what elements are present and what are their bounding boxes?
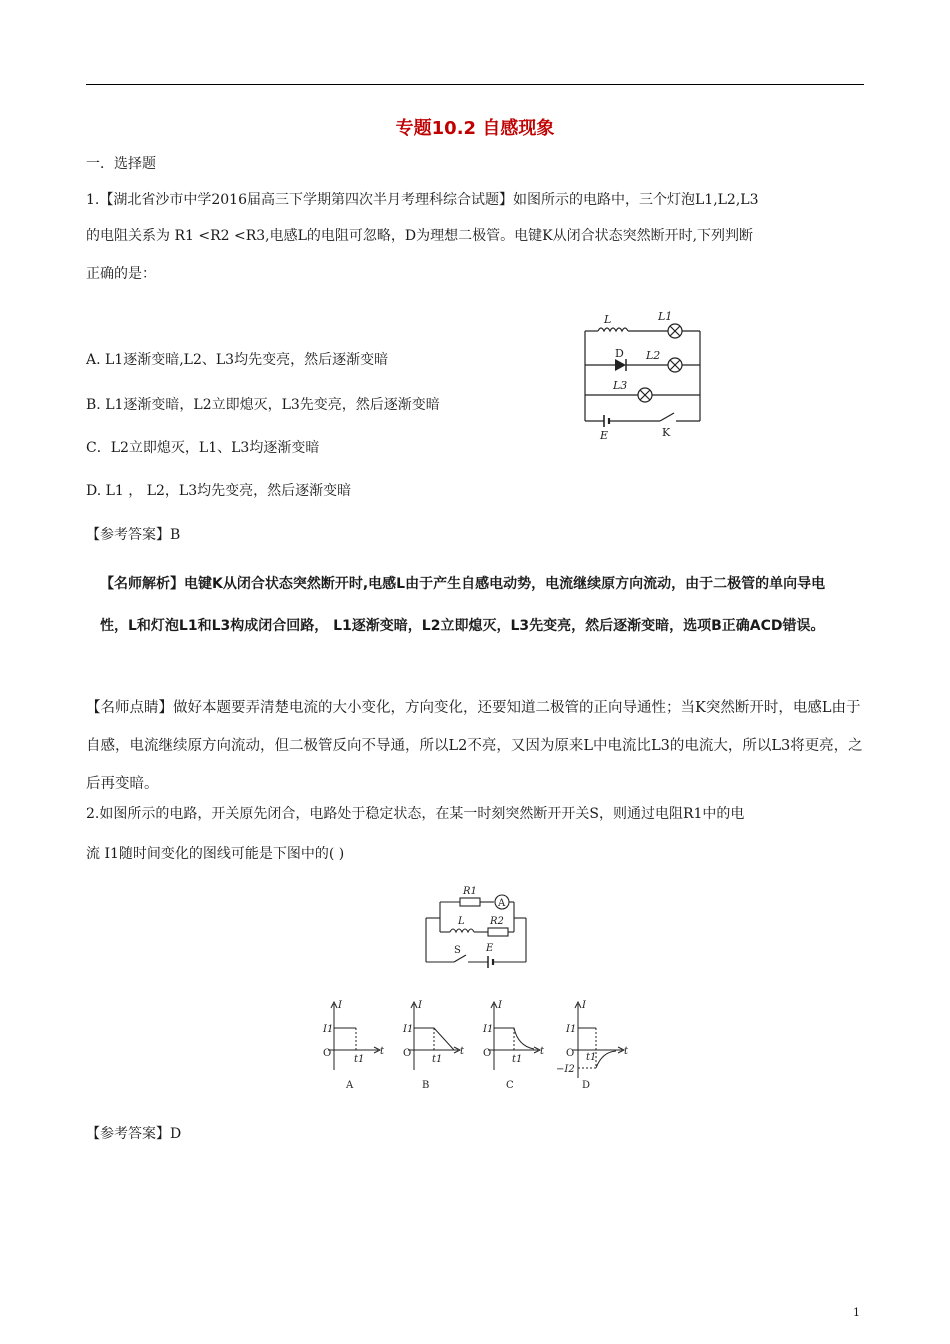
q1-analysis: 【名师解析】电键K从闭合状态突然断开时,电感L由于产生自感电动势，电流继续原方向流动，由于二极管的单向导电性，L和灯泡L1和L3构成闭合回路， L1逐渐变暗，L2立即熄灭，L3先变亮，然后逐渐变暗，选项B正确ACD错误。 <box>100 576 826 634</box>
q2-stem-line: 2.如图所示的电路，开关原先闭合，电路处于稳定状态，在某一时刻突然断开开关S，则通过电阻R1中的电 <box>86 806 745 822</box>
svg-text:I1: I1 <box>403 1024 414 1035</box>
resistor-r2 <box>488 928 508 936</box>
svg-text:O: O <box>403 1048 412 1059</box>
svg-text:t: t <box>460 1046 465 1057</box>
svg-text:L2: L2 <box>646 349 661 362</box>
svg-text:K: K <box>662 426 671 439</box>
svg-text:I: I <box>498 1000 502 1011</box>
inductor-symbol <box>598 328 628 331</box>
inductor-symbol <box>450 929 474 932</box>
page-number: 1 <box>853 1306 860 1319</box>
q1-answer: 【参考答案】B <box>86 527 181 543</box>
q1-circuit-diagram <box>570 305 720 445</box>
diode-symbol <box>615 359 626 371</box>
svg-text:R1: R1 <box>463 886 477 897</box>
svg-text:E: E <box>600 429 609 442</box>
section-heading: 一．选择题 <box>86 156 156 172</box>
q1-tip: 【名师点睛】做好本题要弄清楚电流的大小变化，方向变化，还要知道二极管的正向导通性；当K突然断开时，电感L由于自感，电流继续原方向流动，但二极管反向不导通，所以L2不亮，又因为原来L中电流比L3的电流大，所以L3将更亮，之后再变暗。 <box>86 700 863 792</box>
svg-text:L: L <box>458 916 465 927</box>
svg-text:−I2: −I2 <box>556 1064 575 1075</box>
svg-text:t: t <box>540 1046 545 1057</box>
q1-stem-line: 1.【湖北省沙市中学2016届高三下学期第四次半月考理科综合试题】如图所示的电路中，三个灯泡L1,L2,L3 <box>86 192 759 208</box>
svg-text:I: I <box>582 1000 586 1011</box>
svg-text:t1: t1 <box>586 1052 597 1063</box>
svg-text:O: O <box>483 1048 492 1059</box>
header-rule <box>86 84 864 85</box>
svg-text:t1: t1 <box>354 1054 365 1065</box>
svg-text:E: E <box>486 943 494 954</box>
q2-answer: 【参考答案】D <box>86 1126 182 1142</box>
svg-text:C: C <box>506 1080 514 1091</box>
svg-text:I: I <box>418 1000 422 1011</box>
q2-graph-c <box>478 998 550 1094</box>
resistor-r1 <box>460 898 480 906</box>
q2-graph-d <box>556 998 636 1094</box>
q2-circuit-diagram <box>418 882 534 968</box>
svg-text:t: t <box>624 1046 629 1057</box>
svg-text:O: O <box>566 1048 575 1059</box>
q1-option-c: C．L2立即熄灭，L1、L3均逐渐变暗 <box>86 440 320 456</box>
svg-text:S: S <box>454 945 461 956</box>
svg-text:R2: R2 <box>490 916 504 927</box>
svg-text:t1: t1 <box>432 1054 443 1065</box>
svg-text:A: A <box>346 1080 354 1091</box>
q1-option-a: A. L1逐渐变暗,L2、L3均先变亮，然后逐渐变暗 <box>86 352 389 368</box>
svg-text:D: D <box>582 1080 591 1091</box>
q2-graph-a <box>318 998 390 1094</box>
q1-option-d: D. L1 ， L2，L3均先变亮，然后逐渐变暗 <box>86 483 352 499</box>
svg-text:I1: I1 <box>566 1024 577 1035</box>
q1-stem-line: 的电阻关系为 R1 <R2 <R3,电感L的电阻可忽略，D为理想二极管。电键K从闭合状态突然断开时,下列判断 <box>86 228 754 244</box>
svg-text:t: t <box>380 1046 385 1057</box>
svg-text:L1: L1 <box>658 310 673 323</box>
q1-option-b: B. L1逐渐变暗，L2立即熄灭，L3先变亮，然后逐渐变暗 <box>86 397 440 413</box>
svg-text:I1: I1 <box>323 1024 334 1035</box>
svg-text:I: I <box>338 1000 342 1011</box>
svg-text:A: A <box>498 898 506 909</box>
svg-text:O: O <box>323 1048 332 1059</box>
q2-stem-line: 流 I1随时间变化的图线可能是下图中的( ) <box>86 846 345 862</box>
q1-stem-line: 正确的是： <box>86 266 156 282</box>
svg-text:t1: t1 <box>512 1054 523 1065</box>
page-title: 专题10.2 自感现象 <box>395 118 555 139</box>
svg-text:B: B <box>422 1080 430 1091</box>
svg-text:L: L <box>604 313 612 326</box>
svg-text:D: D <box>615 347 624 360</box>
q2-graph-b <box>398 998 470 1094</box>
svg-text:L3: L3 <box>613 379 628 392</box>
svg-text:I1: I1 <box>483 1024 494 1035</box>
